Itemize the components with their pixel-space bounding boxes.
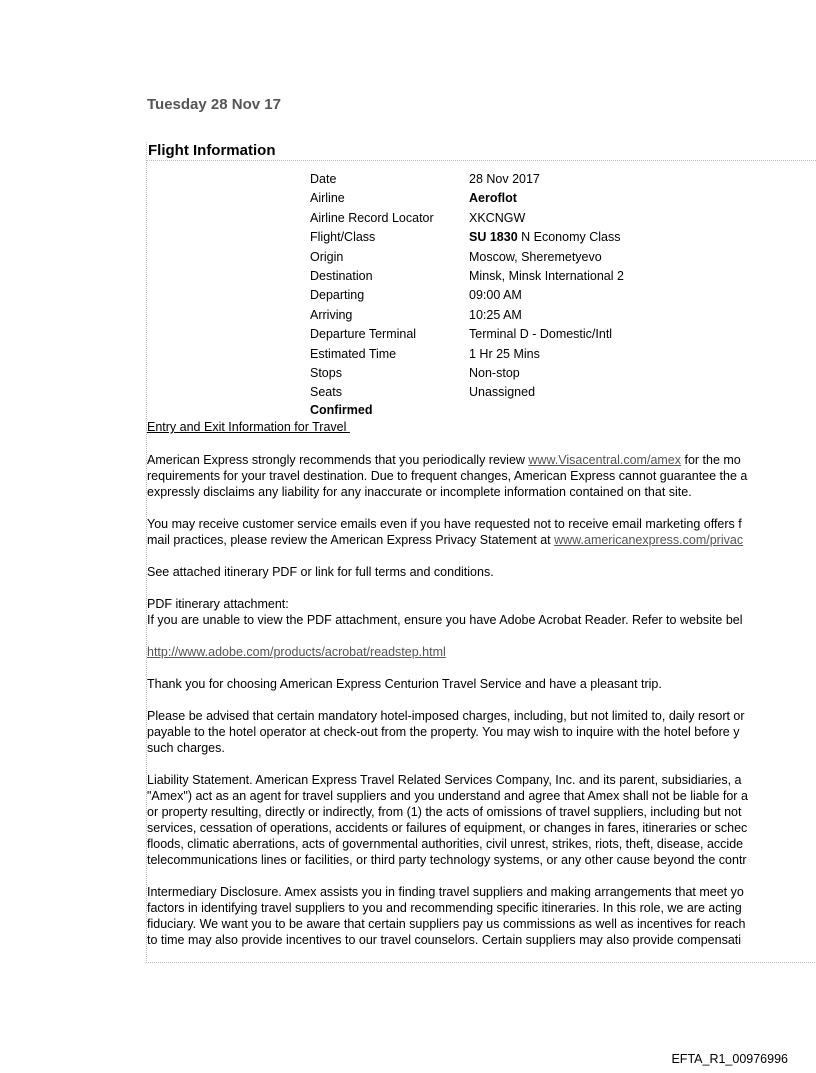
row-locator [310, 209, 624, 228]
liability-line1: Liability Statement. American Express Travel Related Services Company, Inc. and its parent, subsidiaries, a [147, 773, 742, 787]
visa-text: American Express strongly recommends that you periodically review [147, 453, 529, 467]
pdf-paragraph [147, 596, 816, 628]
visa-text-line3: expressly disclaims any liability for any inaccurate or incomplete information contained on that site. [147, 485, 692, 499]
liability-line6: telecommunications lines or facilities, or third party technology systems, or any other cause beyond the contr [147, 853, 747, 867]
estimated-time-label: Estimated Time [310, 346, 397, 361]
locator-value: XKCNGW [469, 210, 526, 225]
intermediary-line4: to time may also provide incentives to our travel counselors. Certain suppliers may also provide compensati [147, 933, 742, 947]
adobe-paragraph [147, 644, 816, 660]
visa-text-line2: requirements for your travel destination. Due to frequent changes, American Express cannot guarantee the a [147, 469, 748, 483]
hotel-text-line3: such charges. [147, 741, 225, 755]
row-destination [310, 267, 624, 286]
stops-label: Stops [310, 365, 342, 380]
flight-number: SU 1830 [469, 230, 518, 245]
flight-information-section [146, 142, 816, 963]
terminal-label: Departure Terminal [310, 327, 417, 342]
intermediary-line3: fiduciary. We want you to be aware that certain suppliers pay us commissions as well as incentives for reach [147, 917, 746, 931]
visacentral-link[interactable]: www.Visacentral.com/amex [528, 453, 682, 467]
terminal-value: Terminal D - Domestic/Intl [469, 327, 613, 342]
liability-paragraph [147, 772, 816, 868]
departing-label: Departing [310, 288, 365, 303]
email-text-line2: mail practices, please review the American Express Privacy Statement at [147, 533, 555, 547]
seats-value: Unassigned [469, 385, 536, 400]
date-value: 28 Nov 2017 [469, 172, 540, 186]
airline-value: Aeroflot [469, 191, 517, 206]
origin-value: Moscow, Sheremetyevo [469, 249, 602, 264]
row-estimated-time [310, 345, 624, 364]
visa-paragraph [147, 452, 816, 500]
arriving-label: Arriving [310, 307, 353, 322]
adobe-link[interactable]: http://www.adobe.com/products/acrobat/readstep.html [147, 645, 446, 659]
privacy-link[interactable]: www.americanexpress.com/privac [554, 533, 744, 547]
arriving-value: 10:25 AM [469, 307, 522, 322]
seats-label: Seats [310, 385, 342, 400]
class-value: N Economy Class [517, 230, 621, 245]
intermediary-line2: factors in identifying travel suppliers to you and recommending specific itineraries. In this role, we are acting [147, 901, 742, 915]
pdf-text: If you are unable to view the PDF attachment, ensure you have Adobe Acrobat Reader. Refer to website bel [147, 613, 743, 627]
flight-class-value [469, 228, 620, 247]
row-airline [310, 189, 624, 208]
row-seats [310, 383, 624, 402]
booking-status: Confirmed [310, 403, 373, 417]
locator-label: Airline Record Locator [310, 210, 434, 225]
liability-line3: or property resulting, directly or indirectly, from (1) the acts of omissions of travel suppliers, including but not [147, 805, 742, 819]
flight-details-table [310, 170, 624, 403]
estimated-time-value: 1 Hr 25 Mins [469, 346, 540, 361]
liability-line4: services, cessation of operations, accidents or failures of equipment, or changes in fares, itineraries or schec [147, 821, 748, 835]
pdf-heading: PDF itinerary attachment: [147, 597, 289, 611]
hotel-text-line2: payable to the hotel operator at check-out from the property. You may wish to inquire with the hotel before y [147, 725, 740, 739]
row-flight-class [310, 228, 624, 247]
destination-value: Minsk, Minsk International 2 [469, 268, 624, 283]
section-title: Flight Information [147, 142, 816, 161]
terms-text [147, 452, 816, 963]
entry-exit-info-link[interactable]: Entry and Exit Information for Travel [147, 420, 350, 434]
origin-label: Origin [310, 249, 344, 264]
destination-label: Destination [310, 268, 373, 283]
thank-you-paragraph: Thank you for choosing American Express Centurion Travel Service and have a pleasant trip. [147, 677, 662, 691]
liability-line2: "Amex") act as an agent for travel suppliers and you understand and agree that Amex shall not be liable for a [147, 789, 748, 803]
visa-text-cont: for the mo [681, 453, 741, 467]
row-departing [310, 286, 624, 305]
hotel-text-line1: Please be advised that certain mandatory hotel-imposed charges, including, but not limited to, daily resort or [147, 709, 745, 723]
row-date [310, 170, 624, 189]
document-id: EFTA_R1_00976996 [671, 1052, 788, 1066]
email-text: You may receive customer service emails even if you have requested not to receive email marketing offers f [147, 517, 742, 531]
row-terminal [310, 325, 624, 344]
terms-paragraph: See attached itinerary PDF or link for full terms and conditions. [147, 565, 494, 579]
intermediary-line1: Intermediary Disclosure. Amex assists you in finding travel suppliers and making arrangements that meet yo [147, 885, 744, 899]
date-heading: Tuesday 28 Nov 17 [147, 96, 281, 113]
airline-label: Airline [310, 191, 345, 206]
row-stops [310, 364, 624, 383]
stops-value: Non-stop [469, 365, 520, 380]
email-paragraph [147, 516, 816, 548]
hotel-charges-paragraph [147, 708, 816, 756]
departing-value: 09:00 AM [469, 288, 522, 303]
flight-class-label: Flight/Class [310, 230, 376, 245]
date-label: Date [310, 172, 337, 186]
row-origin [310, 248, 624, 267]
liability-line5: floods, climatic aberrations, acts of governmental authorities, civil unrest, strikes, riots, theft, disease, accide [147, 837, 744, 851]
intermediary-paragraph [147, 884, 816, 948]
row-arriving [310, 306, 624, 325]
